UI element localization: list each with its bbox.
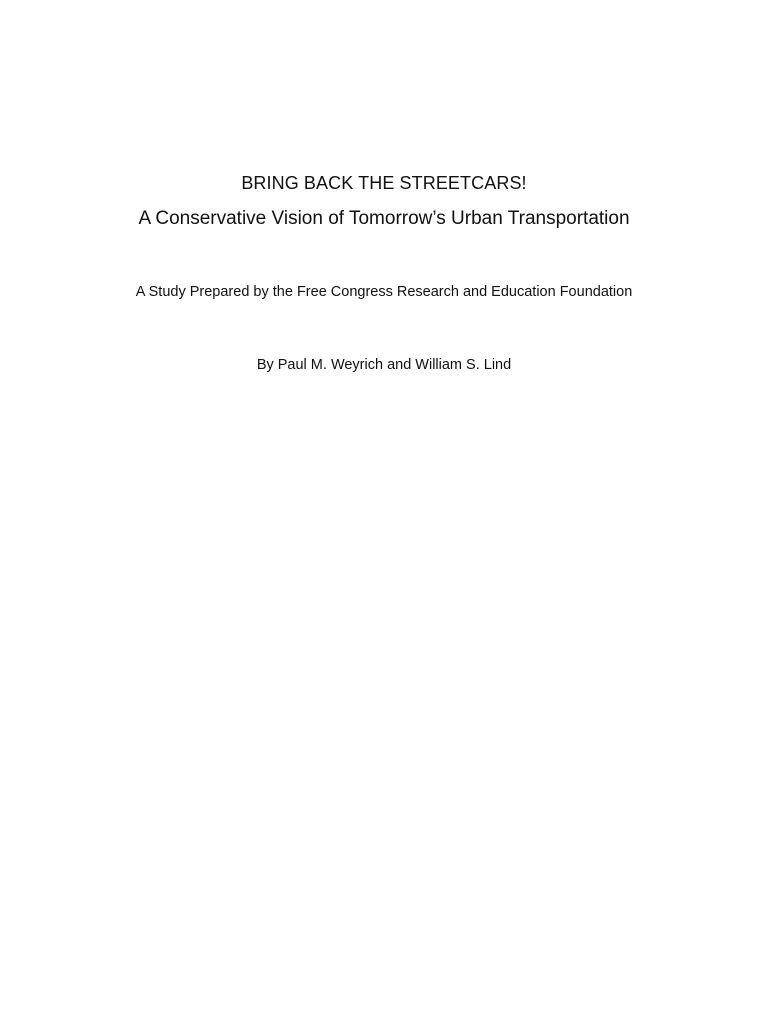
- authors-line: By Paul M. Weyrich and William S. Lind: [256, 357, 512, 373]
- document-title: BRING BACK THE STREETCARS!: [241, 173, 527, 193]
- document-subtitle: A Conservative Vision of Tomorrow’s Urban Transportation: [138, 208, 630, 229]
- prepared-by-line: A Study Prepared by the Free Congress Research and Education Foundation: [135, 284, 633, 300]
